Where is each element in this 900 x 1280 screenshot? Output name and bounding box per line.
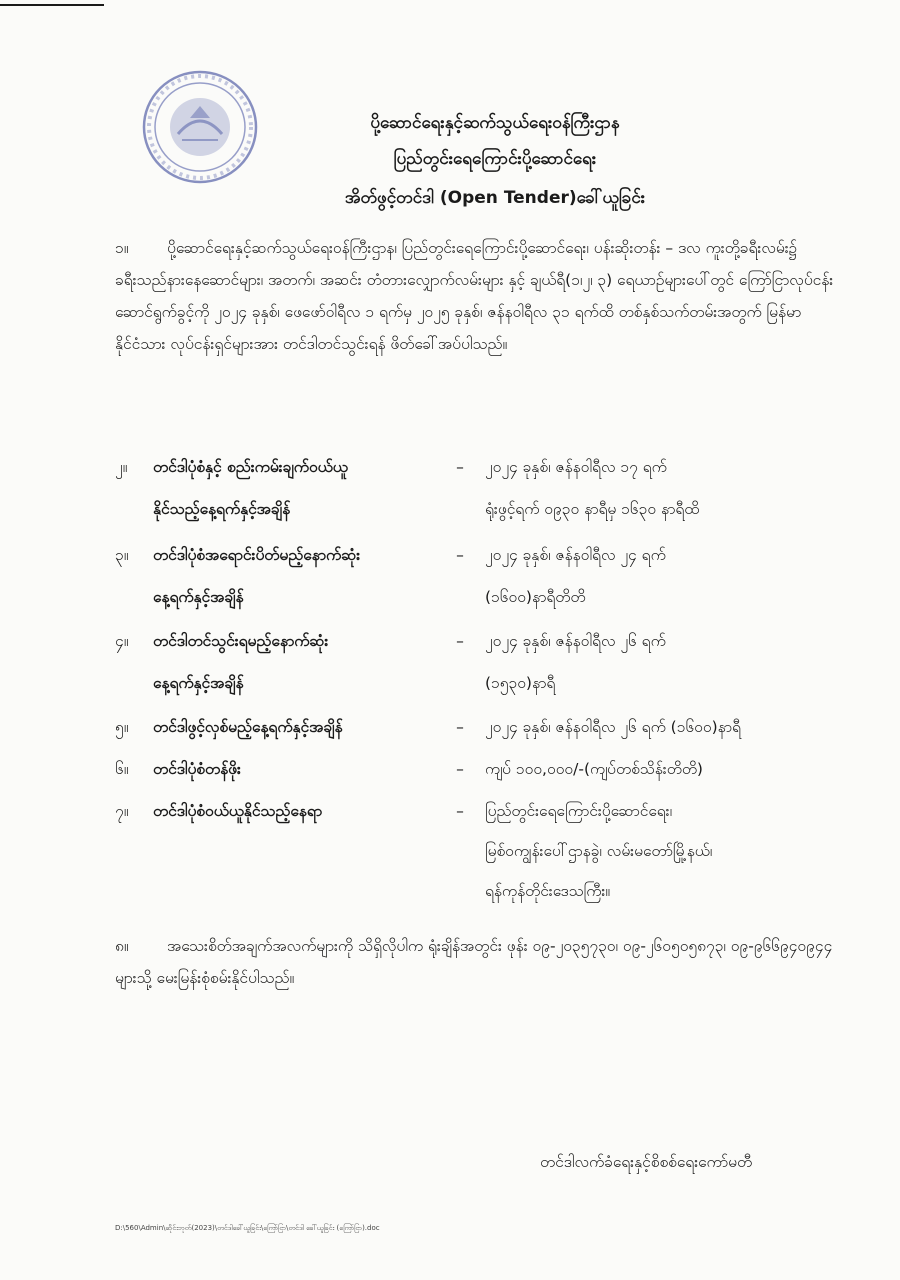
item-dash: –: [456, 718, 464, 736]
item-dash: –: [456, 546, 464, 564]
department-heading: ပြည်တွင်းရေကြောင်းပို့ဆောင်ရေး: [393, 149, 597, 169]
item-label: တင်ဒါဖွင့်လှစ်မည့်နေ့ရက်နှင့်အချိန်: [153, 718, 343, 736]
item-value: (၁၅၃၀)နာရီ: [485, 674, 556, 692]
item-value: ပြည်တွင်းရေကြောင်းပို့ဆောင်ရေး၊: [485, 802, 673, 820]
paragraph-number: ၈။: [115, 937, 129, 955]
item-value: မြစ်ဝကျွန်းပေါ်ဌာနခွဲ၊ လမ်းမတော်မြို့နယ်၊: [485, 842, 713, 860]
item-label: တင်ဒါပုံစံဝယ်ယူနိုင်သည့်နေရာ: [153, 802, 323, 820]
tender-title: အိတ်ဖွင့်တင်ဒါ (Open Tender)ခေါ်ယူခြင်း: [344, 188, 646, 208]
paragraph-text: အသေးစိတ်အချက်အလက်များကို သိရှိလိုပါက ရုံးချိန်အတွင်း ဖုန်း ၀၉-၂၀၃၅၇၃၀၊ ၀၉-၂၆၀၅၀၅၈၇၃၊ ၀၉-၉၆၆၉၄၀၉၄၄ များသို့ မေးမြန်းစုံစမ်းနိုင်ပါသည်။: [115, 937, 833, 987]
item-number: ၃။: [115, 546, 129, 564]
item-value: ၂၀၂၄ ခုနှစ်၊ ဇန်နဝါရီလ ၂၄ ရက်: [485, 546, 666, 564]
item-number: ၇။: [115, 802, 129, 820]
ministry-heading: ပို့ဆောင်ရေးနှင့်ဆက်သွယ်ရေးဝန်ကြီးဌာန: [370, 113, 620, 133]
item-label: တင်ဒါပုံစံအရောင်းပိတ်မည့်နောက်ဆုံး: [153, 546, 361, 564]
item-value: (၁၆၀၀)နာရီတိတိ: [485, 588, 586, 606]
item-dash: –: [456, 458, 464, 476]
item-dash: –: [456, 802, 464, 820]
item-number: ၂။: [115, 458, 128, 476]
item-value: ၂၀၂၄ ခုနှစ်၊ ဇန်နဝါရီလ ၂၆ ရက် (၁၆၀၀)နာရီ: [485, 718, 741, 736]
item-number: ၅။: [115, 718, 129, 736]
item-value: ၂၀၂၄ ခုနှစ်၊ ဇန်နဝါရီလ ၁၇ ရက်: [485, 458, 667, 476]
paragraph-text: ပို့ဆောင်ရေးနှင့်ဆက်သွယ်ရေးဝန်ကြီးဌာန၊ ပြည်တွင်းရေကြောင်းပို့ဆောင်ရေး၊ ပန်းဆိုးတန်း – ဒလ ကူးတို့ခရီးလမ်း၌ ခရီးသည်နားနေဆောင်များ၊ အတက်၊ အဆင်း တံတားလျှောက်လမ်းများ နှင့် ချယ်ရီ(၁၊၂၊ ၃) ရေယာဉ်များပေါ်တွင် ကြော်ငြာလုပ်ငန်း ဆောင်ရွက်ခွင့်ကို ၂၀၂၄ ခုနှစ်၊ ဖေဖော်ဝါရီလ ၁ ရက်မှ ၂၀၂၅ ခုနှစ်၊ ဇန်နဝါရီလ ၃၁ ရက်ထိ တစ်နှစ်သက်တမ်းအတွက် မြန်မာ နိုင်ငံသား လုပ်ငန်းရှင်များအား တင်ဒါတင်သွင်းရန် ဖိတ်ခေါ်အပ်ပါသည်။: [115, 239, 834, 353]
item-label: နိုင်သည့်နေ့ရက်နှင့်အချိန်: [153, 500, 291, 518]
item-dash: –: [456, 760, 464, 778]
paragraph-1: [115, 232, 835, 360]
file-path-footer: D:\560\Admin\ဆိုင်းဘုတ်(2023)\တင်ဒါခေါ်ယူခြင်း\ကြော်ငြာ\တင်ဒါ ခေါ်ယူခြင်း (ကြော်ငြာ).doc: [115, 1224, 380, 1232]
item-value: ကျပ် ၁၀၀,၀၀၀/-(ကျပ်တစ်သိန်းတိတိ): [485, 760, 703, 778]
item-value: ရုံးဖွင့်ရက် ၀၉၃၀ နာရီမှ ၁၆၃၀ နာရီထိ: [485, 500, 700, 518]
item-label: နေ့ရက်နှင့်အချိန်: [153, 588, 244, 606]
paragraph-8: [115, 930, 835, 994]
committee-signature: တင်ဒါလက်ခံရေးနှင့်စိစစ်ရေးကော်မတီ: [540, 1153, 753, 1171]
item-label: တင်ဒါတင်သွင်းရမည့်နောက်ဆုံး: [153, 632, 329, 650]
item-label: နေ့ရက်နှင့်အချိန်: [153, 674, 244, 692]
item-number: ၄။: [115, 632, 129, 650]
item-number: ၆။: [115, 760, 129, 778]
item-value: ၂၀၂၄ ခုနှစ်၊ ဇန်နဝါရီလ ၂၆ ရက်: [485, 632, 666, 650]
paragraph-number: ၁။: [115, 239, 129, 257]
top-rule: [0, 4, 104, 6]
item-label: တင်ဒါပုံစံတန်ဖိုး: [153, 760, 241, 778]
item-dash: –: [456, 632, 464, 650]
item-label: တင်ဒါပုံစံနှင့် စည်းကမ်းချက်ဝယ်ယူ: [153, 458, 348, 476]
item-value: ရန်ကုန်တိုင်းဒေသကြီး။: [485, 882, 611, 900]
